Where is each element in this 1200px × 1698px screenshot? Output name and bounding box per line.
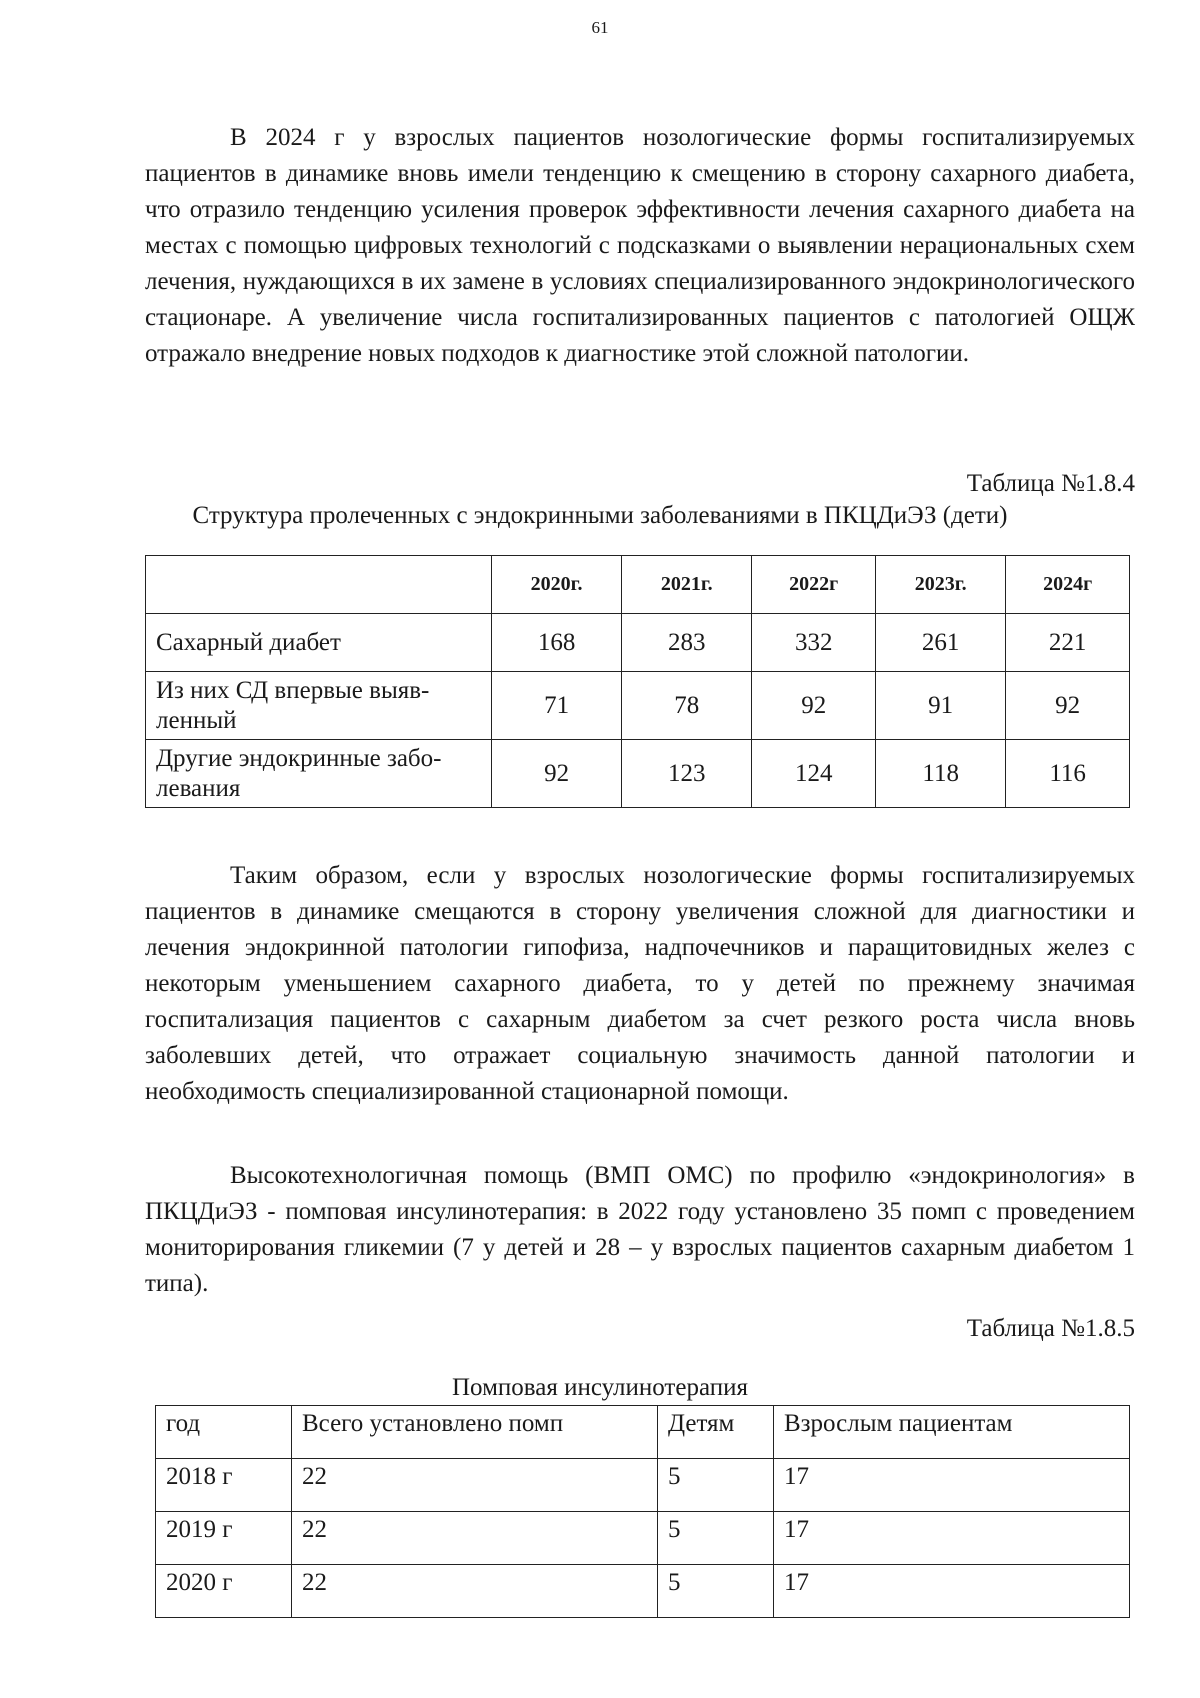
- table-cell: 17: [774, 1459, 1130, 1512]
- header-cell: 2024г: [1006, 556, 1130, 614]
- paragraph-2: Таким образом, если у взрослых нозологические формы госпитализируемых пациентов в динамике смещаются в сторону увеличения сложной для диагностики и лечения эндокринной патологии гипофиза, надпочечников и паращитовидных желез с некоторым уменьшением сахарного диабета, то у детей по прежнему значимая госпитализация пациентов с сахарным диабетом за счет резкого роста числа вновь заболевших детей, что отражает социальную значимость данной патологии и необходимость специализированной стационарной помощи.: [145, 862, 1135, 1105]
- table-cell: 71: [492, 672, 622, 740]
- table-cell: 92: [752, 672, 876, 740]
- header-cell: Всего установлено помп: [292, 1406, 658, 1459]
- table-header-row: [146, 556, 1130, 614]
- table1-label: Таблица №1.8.4: [966, 470, 1135, 497]
- header-cell: Детям: [658, 1406, 774, 1459]
- header-cell: 2023г.: [876, 556, 1006, 614]
- table-row: [146, 740, 1130, 808]
- table-cell: 261: [876, 614, 1006, 672]
- table-row: [156, 1565, 1130, 1618]
- table-cell: 116: [1006, 740, 1130, 808]
- table-cell: 22: [292, 1565, 658, 1618]
- table-header-row: [156, 1406, 1130, 1459]
- table-cell: 2020 г: [156, 1565, 292, 1618]
- table-row: [156, 1512, 1130, 1565]
- row-label: Сахарный диабет: [146, 614, 492, 672]
- header-cell: Взрослым пациентам: [774, 1406, 1130, 1459]
- paragraph-1: В 2024 г у взрослых пациентов нозологические формы госпитализируемых пациентов в динамике вновь имели тенденцию к смещению в сторону сахарного диабета, что отразило тенденцию усиления проверок эффективности лечения сахарного диабета на местах с помощью цифровых технологий с подсказками о выявлении нерациональных схем лечения, нуждающихся в их замене в условиях специализированного эндокринологического стационаре. А увеличение числа госпитализированных пациентов с патологией ОЩЖ отражало внедрение новых подходов к диагностике этой сложной патологии.: [145, 124, 1135, 367]
- table-cell: 5: [658, 1512, 774, 1565]
- header-cell: 2022г: [752, 556, 876, 614]
- page-number: 61: [591, 18, 609, 37]
- table-cell: 2019 г: [156, 1512, 292, 1565]
- paragraph-3: Высокотехнологичная помощь (ВМП ОМС) по профилю «эндокринология» в ПКЦДиЭЗ - помповая инсулинотерапия: в 2022 году установлено 35 помп с проведением мониторирования гликемии (7 у детей и 28 – у взрослых пациентов сахарным диабетом 1 типа).: [145, 1162, 1135, 1297]
- table-row: [146, 614, 1130, 672]
- table2-caption: Помповая инсулинотерапия: [452, 1374, 748, 1401]
- table-cell: 78: [622, 672, 752, 740]
- table-cell: 118: [876, 740, 1006, 808]
- table1-caption: Структура пролеченных с эндокринными заболеваниями в ПКЦДиЭЗ (дети): [192, 502, 1008, 529]
- endocrine-structure-table: [145, 555, 1130, 808]
- table-cell: 22: [292, 1459, 658, 1512]
- table2-label: Таблица №1.8.5: [966, 1315, 1135, 1342]
- table-row: [146, 672, 1130, 740]
- header-cell: [146, 556, 492, 614]
- header-cell: 2020г.: [492, 556, 622, 614]
- table-row: [156, 1459, 1130, 1512]
- header-cell: 2021г.: [622, 556, 752, 614]
- table-cell: 221: [1006, 614, 1130, 672]
- table-cell: 5: [658, 1565, 774, 1618]
- header-cell: год: [156, 1406, 292, 1459]
- table-cell: 17: [774, 1512, 1130, 1565]
- table-cell: 17: [774, 1565, 1130, 1618]
- table-cell: 283: [622, 614, 752, 672]
- table-cell: 123: [622, 740, 752, 808]
- table-cell: 2018 г: [156, 1459, 292, 1512]
- table-cell: 91: [876, 672, 1006, 740]
- table-cell: 92: [492, 740, 622, 808]
- table-cell: 92: [1006, 672, 1130, 740]
- table-cell: 5: [658, 1459, 774, 1512]
- row-label: Другие эндокринные забо-левания: [146, 740, 492, 808]
- table-cell: 124: [752, 740, 876, 808]
- table-cell: 332: [752, 614, 876, 672]
- pump-therapy-table: [155, 1405, 1130, 1618]
- table-cell: 22: [292, 1512, 658, 1565]
- row-label: Из них СД впервые выяв-ленный: [146, 672, 492, 740]
- table-cell: 168: [492, 614, 622, 672]
